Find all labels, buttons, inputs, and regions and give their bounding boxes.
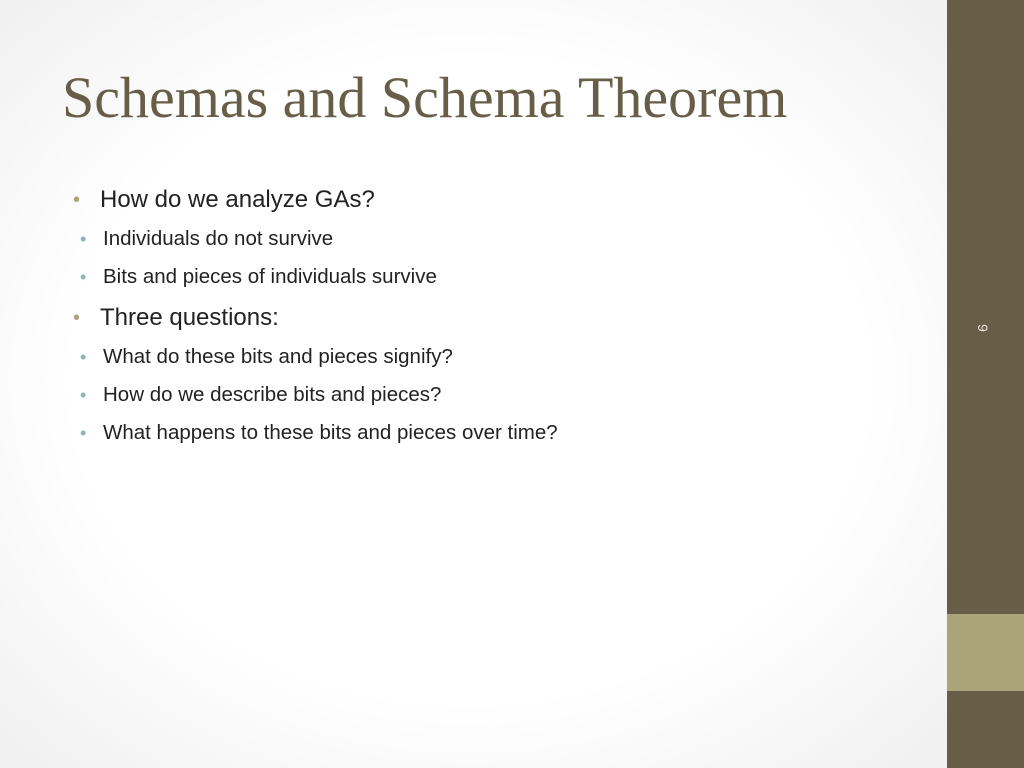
sub-bullet-text: Bits and pieces of individuals survive — [103, 265, 437, 288]
sub-bullet-item — [70, 414, 930, 452]
sub-bullet-group — [70, 220, 930, 296]
bullet-list — [70, 182, 930, 456]
slide-title: Schemas and Schema Theorem — [62, 65, 788, 130]
sub-bullet-text: What happens to these bits and pieces over time? — [103, 421, 558, 444]
sub-bullet-text: How do we describe bits and pieces? — [103, 383, 442, 406]
sub-bullet-list — [70, 220, 930, 296]
bullet-dot-icon: • — [73, 307, 81, 329]
sub-bullet-group — [70, 338, 930, 452]
bullet-item — [70, 300, 930, 336]
sub-bullet-item — [70, 258, 930, 296]
sub-bullet-text: Individuals do not survive — [103, 227, 334, 250]
sub-bullet-item — [70, 376, 930, 414]
bullet-dot-icon: • — [80, 347, 87, 367]
bullet-text: Three questions: — [100, 304, 279, 331]
bullet-dot-icon: • — [80, 267, 87, 287]
sub-bullet-item — [70, 220, 930, 258]
sub-bullet-text: What do these bits and pieces signify? — [103, 345, 453, 368]
bullet-dot-icon: • — [80, 423, 87, 443]
sub-bullet-list — [70, 338, 930, 452]
bullet-dot-icon: • — [80, 385, 87, 405]
side-accent-block — [947, 614, 1024, 691]
sub-bullet-item — [70, 338, 930, 376]
page-number: 9 — [975, 324, 991, 332]
bullet-text: How do we analyze GAs? — [100, 186, 375, 213]
bullet-dot-icon: • — [80, 229, 87, 249]
bullet-item — [70, 182, 930, 218]
bullet-dot-icon: • — [73, 189, 81, 211]
